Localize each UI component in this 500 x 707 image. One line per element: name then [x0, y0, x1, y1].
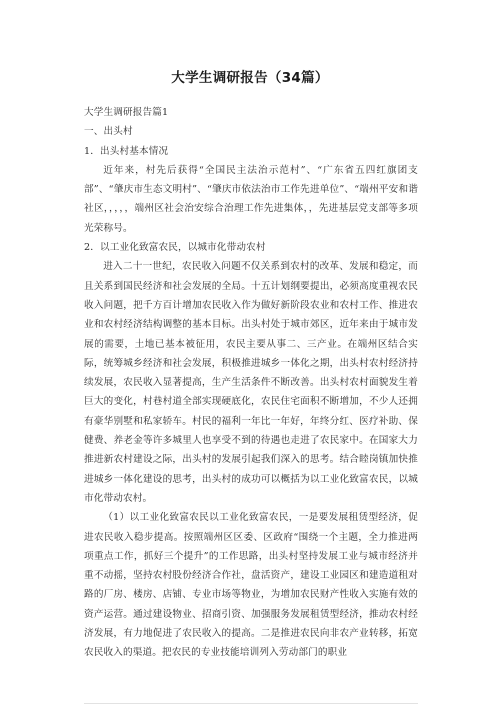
body-paragraph: 进入二十一世纪，农民收入问题不仅关系到农村的改革、发展和稳定，而且关系到国民经济和社会发展的全局。十五计划纲要提出，必须高度重视农民收入问题，把千方百计增加农民收入作为做好新阶段农业和农村工作、推进农业和农村经济结构调整的基本目标。出头村处于城市郊区，近年来由于城市发展的需要，土地已基本被征用，农民主要从事二、三产业。在端州区结合实际，统筹城乡经济和社会发展，积极推进城乡一体化之期，出头村农村经济持续发展，农民收入显著提高，生产生活条件不断改善。出头村农村面貌发生着巨大的变化，村巷村道全部实现硬底化，农民住宅面积不断增加，不少人还拥有豪华别墅和私家轿车。村民的福利一年比一年好，年终分红、医疗补助、保健费、养老金等许多城里人也享受不到的待遇也走进了农民家中。在国家大力推进新农村建设之际，出头村的发展引起我们深入的思考。结合睦岗镇加快推进城乡一体化建设的思考，出头村的成功可以概括为以工业化致富农民，以城市化带动农村。	[84, 261, 418, 504]
section-heading: 一、出头村	[84, 126, 133, 138]
page-divider	[84, 703, 418, 704]
body-paragraph: （1）以工业化致富农民以工业化致富农民，一是要发展租赁型经济，促进农民收入稳步提高。按照端州区区委、区政府“围绕一个主题，全力推进两项重点工作，抓好三个提升”的工作思路，出头村坚持发展工业与城市经济并重不动摇，坚持农村股份经济合作社，盘活资产，建设工业园区和建造道租对路的厂房、楼房、店铺、专业市场等物业，为增加农民财产性收入实施有效的资产运营。通过建设物业、招商引资、加强服务发展租赁型经济，推动农村经济发展，有力地促进了农民收入的提高。二是推进农民向非农产业转移，拓宽农民收入的渠道。把农民的专业技能培训列入劳动部门的职业	[84, 512, 418, 659]
subsection-heading: 1．出头村基本情况	[84, 145, 169, 157]
article-heading: 大学生调研报告篇1	[84, 107, 169, 118]
document-body	[84, 103, 418, 663]
subsection-heading: 2．以工业化致富农民，以城市化带动农村	[84, 242, 266, 254]
body-paragraph: 近年来，村先后获得“全国民主法治示范村”、“广东省五四红旗团支部”、“肇庆市生态文明村”、“肇庆市依法治市工作先进单位”、“端州平安和谐社区，，，，，端州区社会治安综合治理工作先进集体，，先进基层党支部等多项光荣称号。	[84, 164, 418, 234]
document-title: 大学生调研报告（34篇）	[171, 70, 329, 86]
